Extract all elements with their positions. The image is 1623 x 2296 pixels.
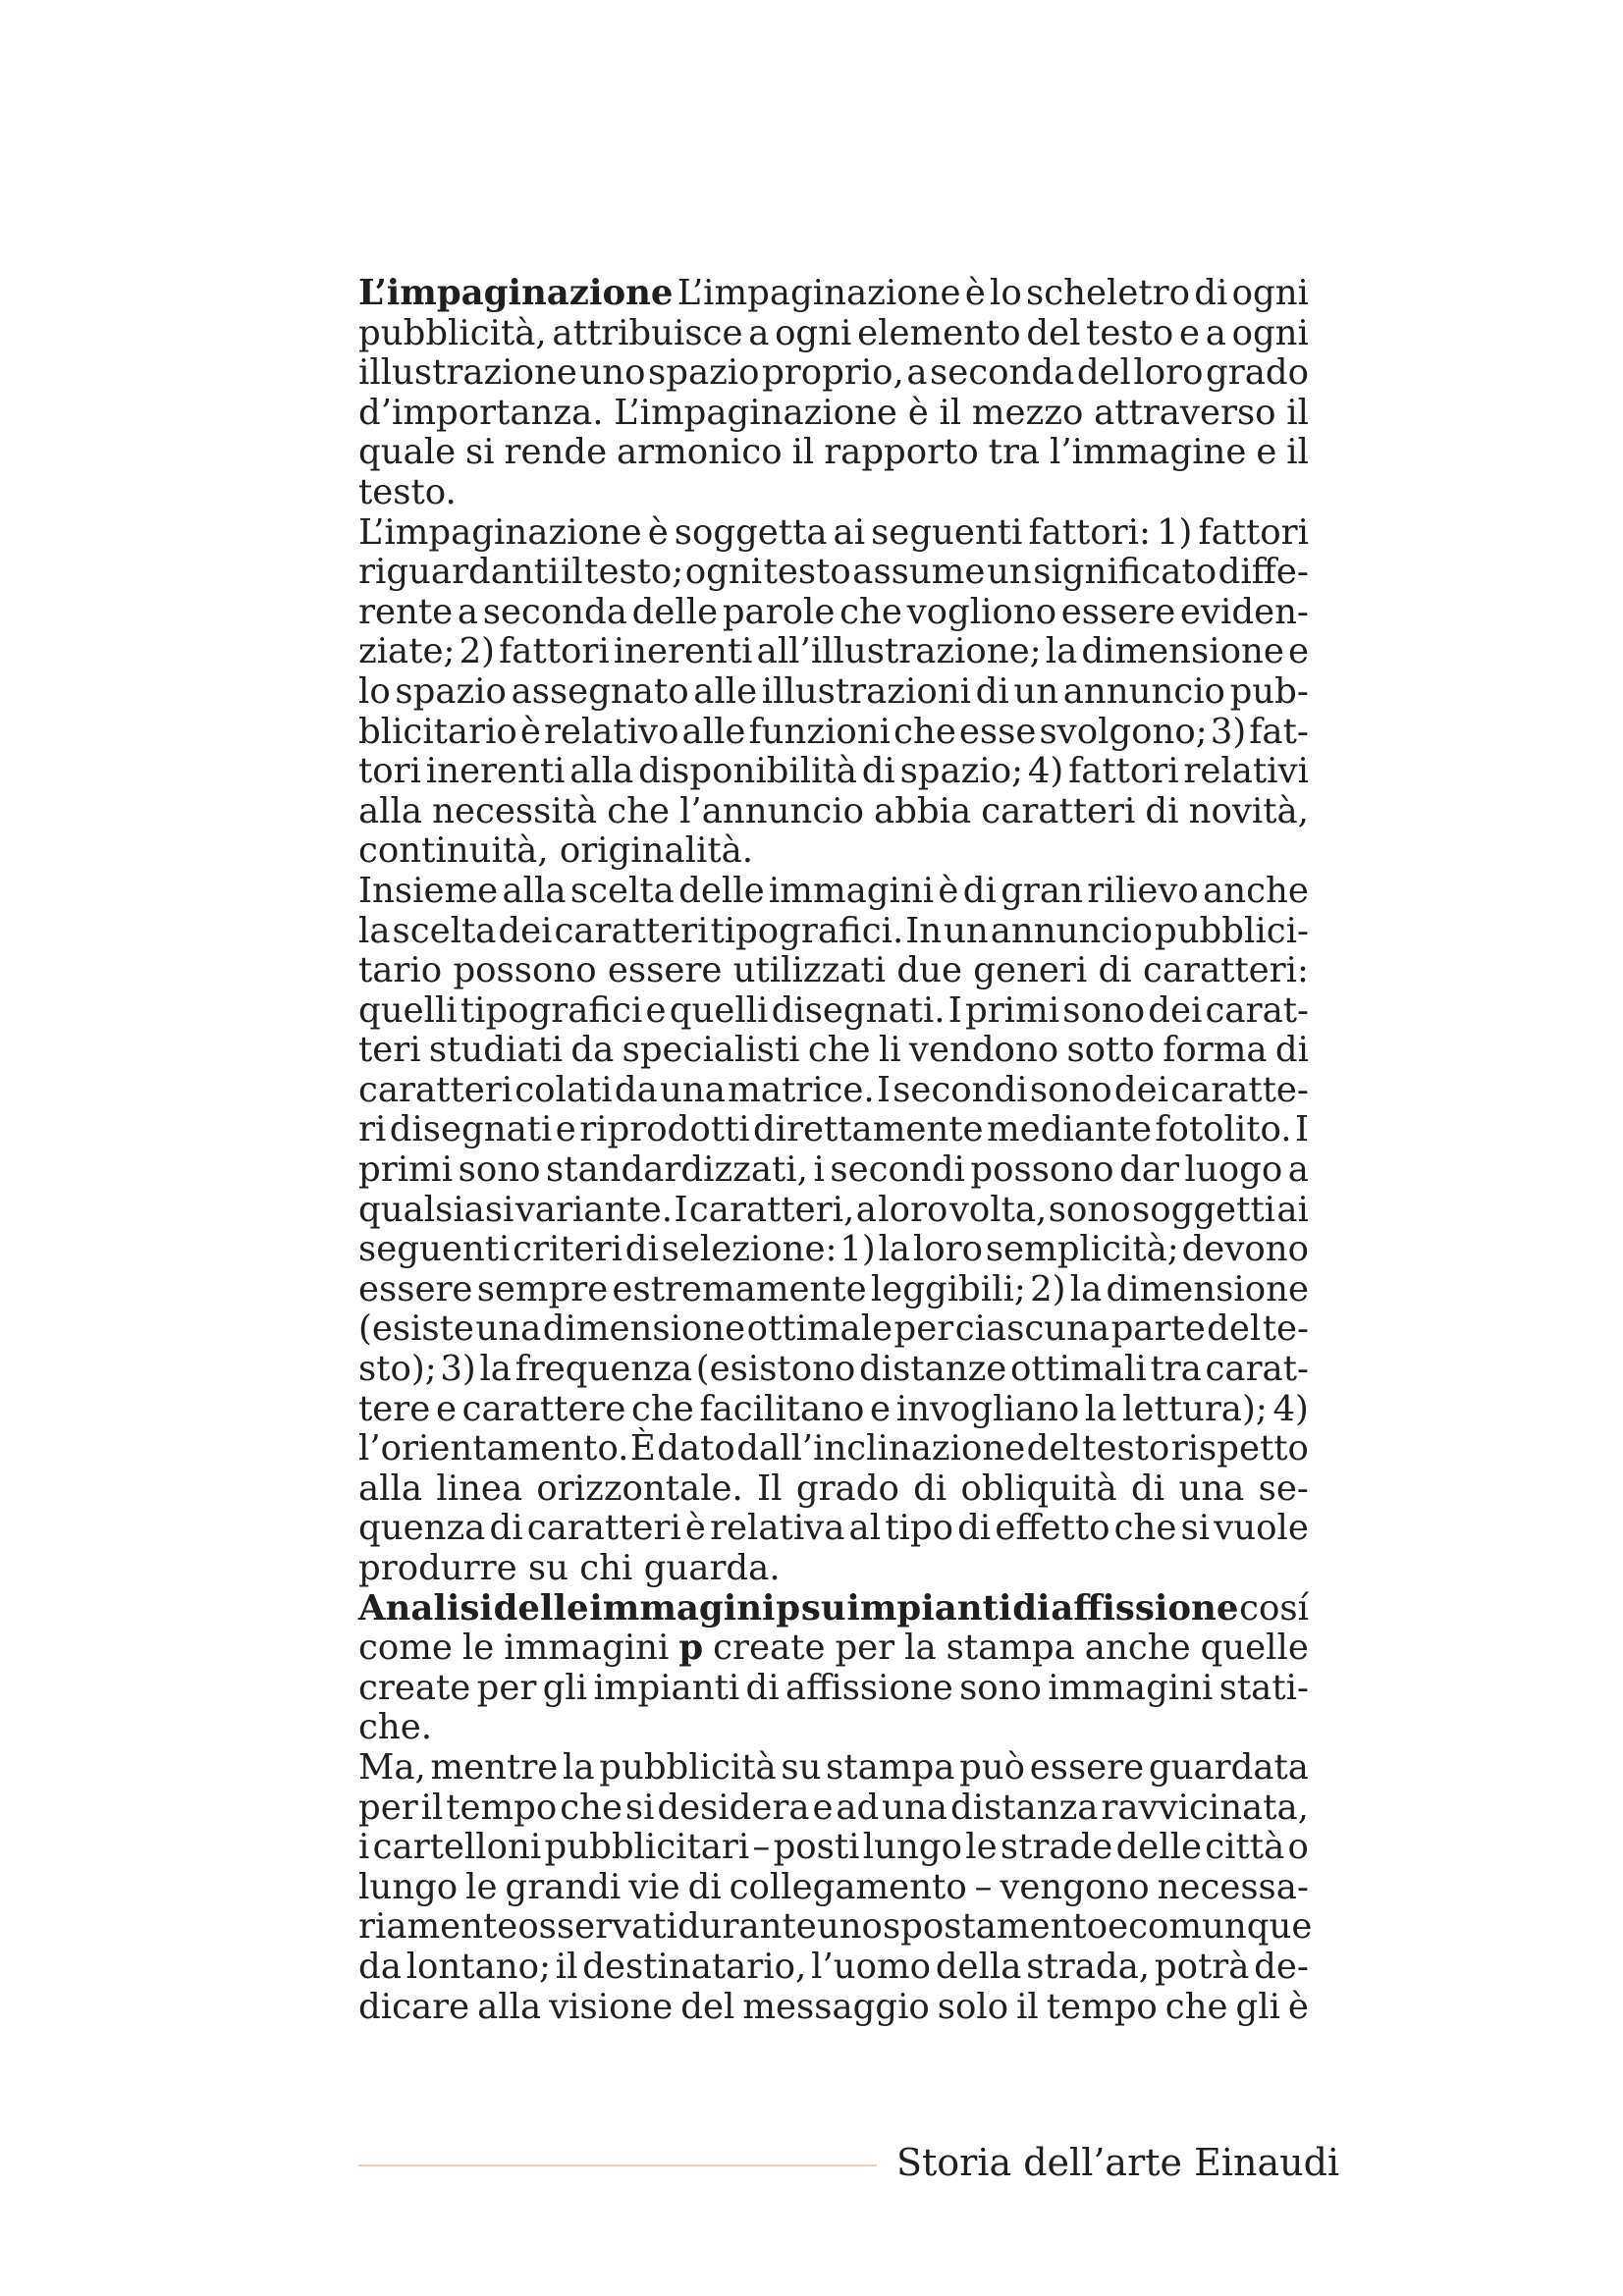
text-line: Analisi delle immagini p su impianti di affissione cosí bbox=[358, 1587, 1309, 1629]
text-line: come le immagini p create per la stampa anche quelle bbox=[358, 1628, 1309, 1669]
text-line: L’impaginazione L’impaginazione è lo scheletro di ogni bbox=[358, 273, 1309, 313]
text-line: (esiste una dimensione ottimale per ciascuna parte del te- bbox=[358, 1308, 1309, 1350]
text-line: tere e carattere che facilitano e invogliano la lettura); 4) bbox=[358, 1388, 1309, 1429]
text-line: blicitario è relativo alle funzioni che esse svolgono; 3) fat- bbox=[358, 711, 1309, 752]
text-line: caratteri colati da una matrice. I secondi sono dei caratte- bbox=[358, 1069, 1309, 1110]
text-line: alla linea orizzontale. Il grado di obliquità di una se- bbox=[358, 1468, 1309, 1509]
section-heading-impaginazione: L’impaginazione bbox=[358, 273, 674, 313]
text-line: produrre su chi guarda. bbox=[358, 1548, 781, 1588]
text-line: create per gli impianti di affissione sono immagini stati- bbox=[358, 1667, 1309, 1708]
text-line: lo spazio assegnato alle illustrazioni di un annuncio pub- bbox=[358, 670, 1309, 712]
text-line: tario possono essere utilizzati due generi di caratteri: bbox=[358, 950, 1309, 991]
text-line: seguenti criteri di selezione: 1) la loro semplicità; devono bbox=[358, 1229, 1309, 1270]
text-line: L’impaginazione è soggetta ai seguenti fattori: 1) fattori bbox=[358, 511, 1309, 553]
text-line: Insieme alla scelta delle immagini è di gran rilievo anche bbox=[358, 870, 1309, 911]
body-text bbox=[358, 273, 1313, 2027]
text-line: rente a seconda delle parole che vogliono essere eviden- bbox=[358, 591, 1309, 632]
text-line: da lontano; il destinatario, l’uomo della strada, potrà de- bbox=[358, 1946, 1309, 1987]
text-line: ziate; 2) fattori inerenti all’illustrazione; la dimensione e bbox=[358, 631, 1309, 672]
text-line: illustrazione uno spazio proprio, a seconda del loro grado bbox=[358, 352, 1309, 394]
text-line: alla necessità che l’annuncio abbia caratteri di novità, bbox=[358, 790, 1309, 831]
text-line: per il tempo che si desidera e ad una distanza ravvicinata, bbox=[358, 1787, 1309, 1828]
text-line: d’importanza. L’impaginazione è il mezzo attraverso il bbox=[358, 392, 1309, 433]
text-line: l’orientamento. È dato dall’inclinazione del testo rispetto bbox=[358, 1428, 1309, 1469]
section-heading-analisi: Analisi bbox=[358, 1587, 493, 1629]
footer-title: Storia dell’arte Einaudi bbox=[896, 2141, 1340, 2184]
text-line: riguardanti il testo; ogni testo assume un significato diffe- bbox=[358, 552, 1309, 593]
footer-rule bbox=[358, 2164, 877, 2166]
text-line: testo. bbox=[358, 471, 457, 512]
text-line: essere sempre estremamente leggibili; 2) la dimensione bbox=[358, 1268, 1309, 1309]
text-line: quelli tipografici e quelli disegnati. I primi sono dei carat- bbox=[358, 989, 1309, 1031]
text-line: sto); 3) la frequenza (esistono distanze ottimali tra carat- bbox=[358, 1349, 1309, 1390]
text-line: primi sono standardizzati, i secondi possono dar luogo a bbox=[358, 1149, 1309, 1191]
text-line: teri studiati da specialisti che li vendono sotto forma di bbox=[358, 1030, 1309, 1071]
text-line: che. bbox=[358, 1707, 433, 1748]
text-line: qualsiasi variante. I caratteri, a loro volta, sono soggetti ai bbox=[358, 1189, 1309, 1230]
text-line: quenza di caratteri è relativa al tipo di effetto che si vuole bbox=[358, 1508, 1309, 1549]
text-line: la scelta dei caratteri tipografici. In un annuncio pubblici- bbox=[358, 910, 1309, 951]
text-line: tori inerenti alla disponibilità di spazio; 4) fattori relativi bbox=[358, 751, 1309, 792]
text-line: Ma, mentre la pubblicità su stampa può essere guardata bbox=[358, 1746, 1309, 1788]
text-line: dicare alla visione del messaggio solo il tempo che gli è bbox=[358, 1986, 1309, 2027]
text-line: i cartelloni pubblicitari – posti lungo le strade delle città o bbox=[358, 1827, 1309, 1868]
text-line: lungo le grandi vie di collegamento – vengono necessa- bbox=[358, 1866, 1309, 1907]
text-line: pubblicità, attribuisce a ogni elemento del testo e a ogni bbox=[358, 312, 1309, 353]
text-line: quale si rende armonico il rapporto tra l’immagine e il bbox=[358, 432, 1309, 473]
text-line: riamente osservati durante uno spostamento e comunque bbox=[358, 1906, 1313, 1948]
text-line: ri disegnati e riprodotti direttamente mediante fotolito. I bbox=[358, 1109, 1309, 1150]
text-line: continuità, originalità. bbox=[358, 830, 754, 872]
